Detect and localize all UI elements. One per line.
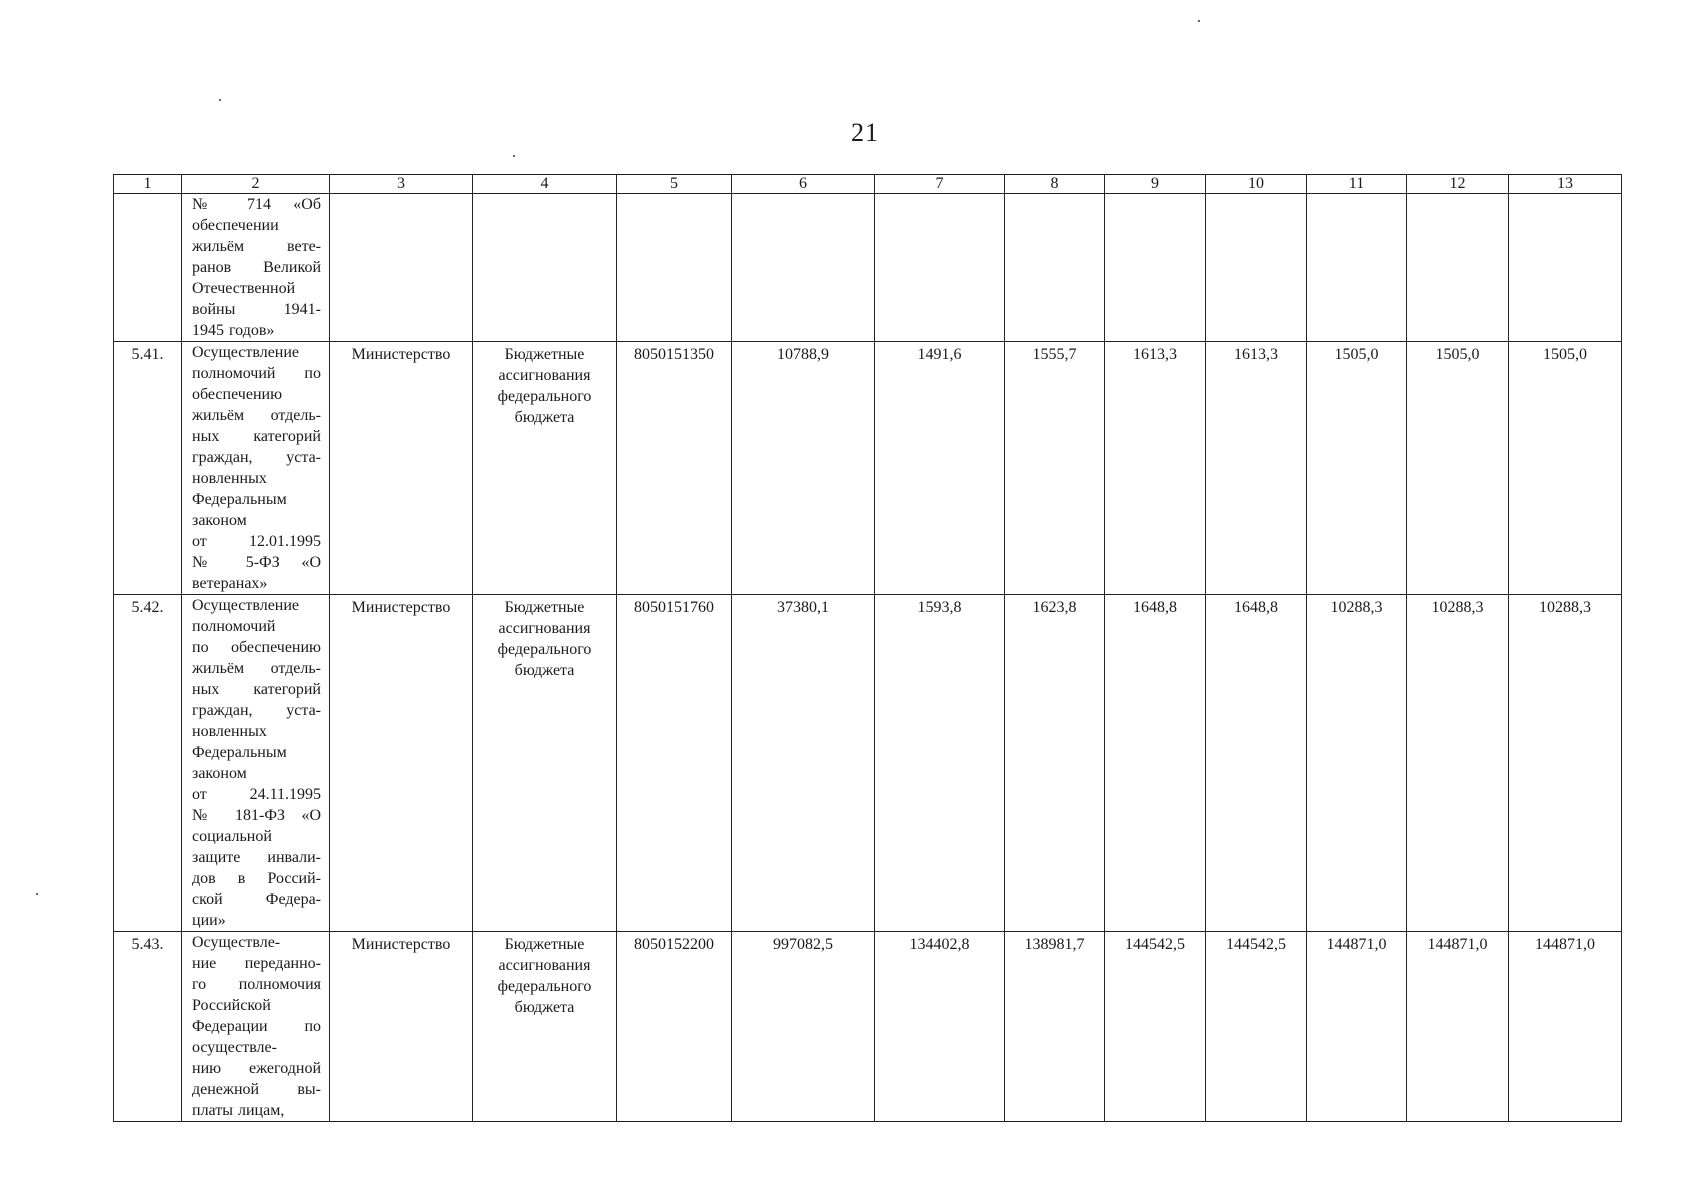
- text-line: № 714 «Об: [192, 196, 321, 213]
- cell-value: 1555,7: [1005, 342, 1105, 595]
- text-line: Бюджетные: [504, 346, 585, 363]
- cell-executor: Министерство: [330, 595, 473, 932]
- cell-value: 1623,8: [1005, 595, 1105, 932]
- text-line: законом: [192, 765, 247, 782]
- cell-value: 1613,3: [1105, 342, 1206, 595]
- cell-value: 1613,3: [1206, 342, 1307, 595]
- text-line: ние переданно-: [192, 955, 321, 972]
- cell-value: [1509, 194, 1622, 342]
- column-header-7: 7: [875, 175, 1005, 194]
- text-line: войны 1941-: [192, 301, 321, 318]
- text-line: жильём отдель-: [192, 660, 321, 677]
- text-line: обеспечению: [192, 386, 283, 403]
- cell-value: 1648,8: [1206, 595, 1307, 932]
- cell-value: 144542,5: [1105, 932, 1206, 1122]
- column-header-5: 5: [617, 175, 732, 194]
- table-row-continuation: [114, 194, 1622, 342]
- cell-value: 1648,8: [1105, 595, 1206, 932]
- cell-value: 144871,0: [1407, 932, 1509, 1122]
- cell-value: 997082,5: [732, 932, 875, 1122]
- cell-description: [182, 595, 330, 932]
- text-line: го полномочия: [192, 976, 321, 993]
- budget-table: [113, 174, 1622, 1122]
- cell-number: 5.42.: [114, 595, 182, 932]
- cell-value: 10288,3: [1407, 595, 1509, 932]
- cell-description: [182, 932, 330, 1122]
- text-line: Отечественной: [192, 280, 296, 297]
- cell-value: 138981,7: [1005, 932, 1105, 1122]
- cell-number: [114, 194, 182, 342]
- text-line: Федеральным: [192, 491, 287, 508]
- text-line: жильём отдель-: [192, 407, 321, 424]
- cell-number: 5.41.: [114, 342, 182, 595]
- cell-value: 144542,5: [1206, 932, 1307, 1122]
- column-header-11: 11: [1307, 175, 1407, 194]
- page-number: 21: [851, 118, 879, 147]
- text-line: полномочий: [192, 618, 276, 635]
- cell-value: [1407, 194, 1509, 342]
- cell-executor: [330, 194, 473, 342]
- cell-source: [473, 194, 617, 342]
- column-header-9: 9: [1105, 175, 1206, 194]
- column-header-12: 12: [1407, 175, 1509, 194]
- cell-value: [732, 194, 875, 342]
- text-line: Бюджетные: [504, 936, 585, 953]
- cell-value: 1491,6: [875, 342, 1005, 595]
- text-line: ветеранах»: [192, 575, 268, 592]
- column-header-3: 3: [330, 175, 473, 194]
- text-line: Осуществле-: [192, 934, 281, 951]
- text-line: ных категорий: [192, 428, 321, 445]
- cell-number: 5.43.: [114, 932, 182, 1122]
- text-line: ассигнования: [498, 620, 591, 637]
- text-line: нию ежегодной: [192, 1060, 321, 1077]
- column-header-4: 4: [473, 175, 617, 194]
- text-line: социальной: [192, 828, 272, 845]
- cell-value: [1105, 194, 1206, 342]
- text-line: обеспечении: [192, 217, 279, 234]
- cell-value: 134402,8: [875, 932, 1005, 1122]
- text-line: ции»: [192, 912, 226, 929]
- text-line: Российской: [192, 997, 271, 1014]
- text-line: жильём вете-: [192, 238, 321, 255]
- text-line: граждан, уста-: [192, 449, 321, 466]
- column-header-1: 1: [114, 175, 182, 194]
- text-line: Федерации по: [192, 1018, 321, 1035]
- text-line: ранов Великой: [192, 259, 321, 276]
- text-line: осуществле-: [192, 1039, 277, 1056]
- text-line: ассигнования: [498, 957, 591, 974]
- cell-source: [473, 595, 617, 932]
- cell-code: 8050152200: [617, 932, 732, 1122]
- cell-value: 144871,0: [1307, 932, 1407, 1122]
- table-row: [114, 595, 1622, 932]
- column-header-6: 6: [732, 175, 875, 194]
- cell-executor: Министерство: [330, 932, 473, 1122]
- cell-value: 37380,1: [732, 595, 875, 932]
- column-header-10: 10: [1206, 175, 1307, 194]
- text-line: Осуществление: [192, 597, 300, 614]
- table-row: [114, 932, 1622, 1122]
- column-header-8: 8: [1005, 175, 1105, 194]
- cell-code: 8050151760: [617, 595, 732, 932]
- cell-code: [617, 194, 732, 342]
- text-line: федерального: [497, 641, 592, 658]
- table-row: [114, 342, 1622, 595]
- text-line: денежной вы-: [192, 1081, 321, 1098]
- text-line: платы лицам,: [192, 1102, 285, 1119]
- text-line: федерального: [497, 388, 592, 405]
- table-header-row: [114, 175, 1622, 194]
- cell-source: [473, 342, 617, 595]
- cell-description: [182, 194, 330, 342]
- cell-value: 1593,8: [875, 595, 1005, 932]
- text-line: ской Федера-: [192, 891, 321, 908]
- text-line: № 181-ФЗ «О: [192, 807, 321, 824]
- text-line: № 5-ФЗ «О: [192, 554, 321, 571]
- text-line: бюджета: [514, 662, 575, 679]
- text-line: полномочий по: [192, 365, 321, 382]
- scan-speck: [36, 893, 38, 895]
- text-line: ассигнования: [498, 367, 591, 384]
- scan-speck: [1198, 20, 1200, 22]
- cell-value: 1505,0: [1509, 342, 1622, 595]
- text-line: по обеспечению: [192, 639, 321, 656]
- scan-speck: [219, 99, 221, 101]
- cell-value: 144871,0: [1509, 932, 1622, 1122]
- text-line: новленных: [192, 723, 267, 740]
- cell-value: 10288,3: [1509, 595, 1622, 932]
- text-line: Осуществление: [192, 344, 300, 361]
- text-line: от 24.11.1995: [192, 786, 321, 803]
- cell-value: [1307, 194, 1407, 342]
- column-header-2: 2: [182, 175, 330, 194]
- text-line: Бюджетные: [504, 599, 585, 616]
- scan-speck: [513, 155, 515, 157]
- cell-value: [1005, 194, 1105, 342]
- text-line: ных категорий: [192, 681, 321, 698]
- cell-value: 1505,0: [1407, 342, 1509, 595]
- text-line: бюджета: [514, 409, 575, 426]
- text-line: от 12.01.1995: [192, 533, 321, 550]
- text-line: федерального: [497, 978, 592, 995]
- text-line: граждан, уста-: [192, 702, 321, 719]
- cell-value: [875, 194, 1005, 342]
- cell-value: 10288,3: [1307, 595, 1407, 932]
- cell-description: [182, 342, 330, 595]
- column-header-13: 13: [1509, 175, 1622, 194]
- cell-value: [1206, 194, 1307, 342]
- text-line: 1945 годов»: [192, 322, 275, 339]
- cell-executor: Министерство: [330, 342, 473, 595]
- text-line: новленных: [192, 470, 267, 487]
- text-line: защите инвали-: [192, 849, 321, 866]
- text-line: бюджета: [514, 999, 575, 1016]
- cell-code: 8050151350: [617, 342, 732, 595]
- text-line: Федеральным: [192, 744, 287, 761]
- cell-source: [473, 932, 617, 1122]
- text-line: законом: [192, 512, 247, 529]
- cell-value: 1505,0: [1307, 342, 1407, 595]
- cell-value: 10788,9: [732, 342, 875, 595]
- text-line: дов в Россий-: [192, 870, 321, 887]
